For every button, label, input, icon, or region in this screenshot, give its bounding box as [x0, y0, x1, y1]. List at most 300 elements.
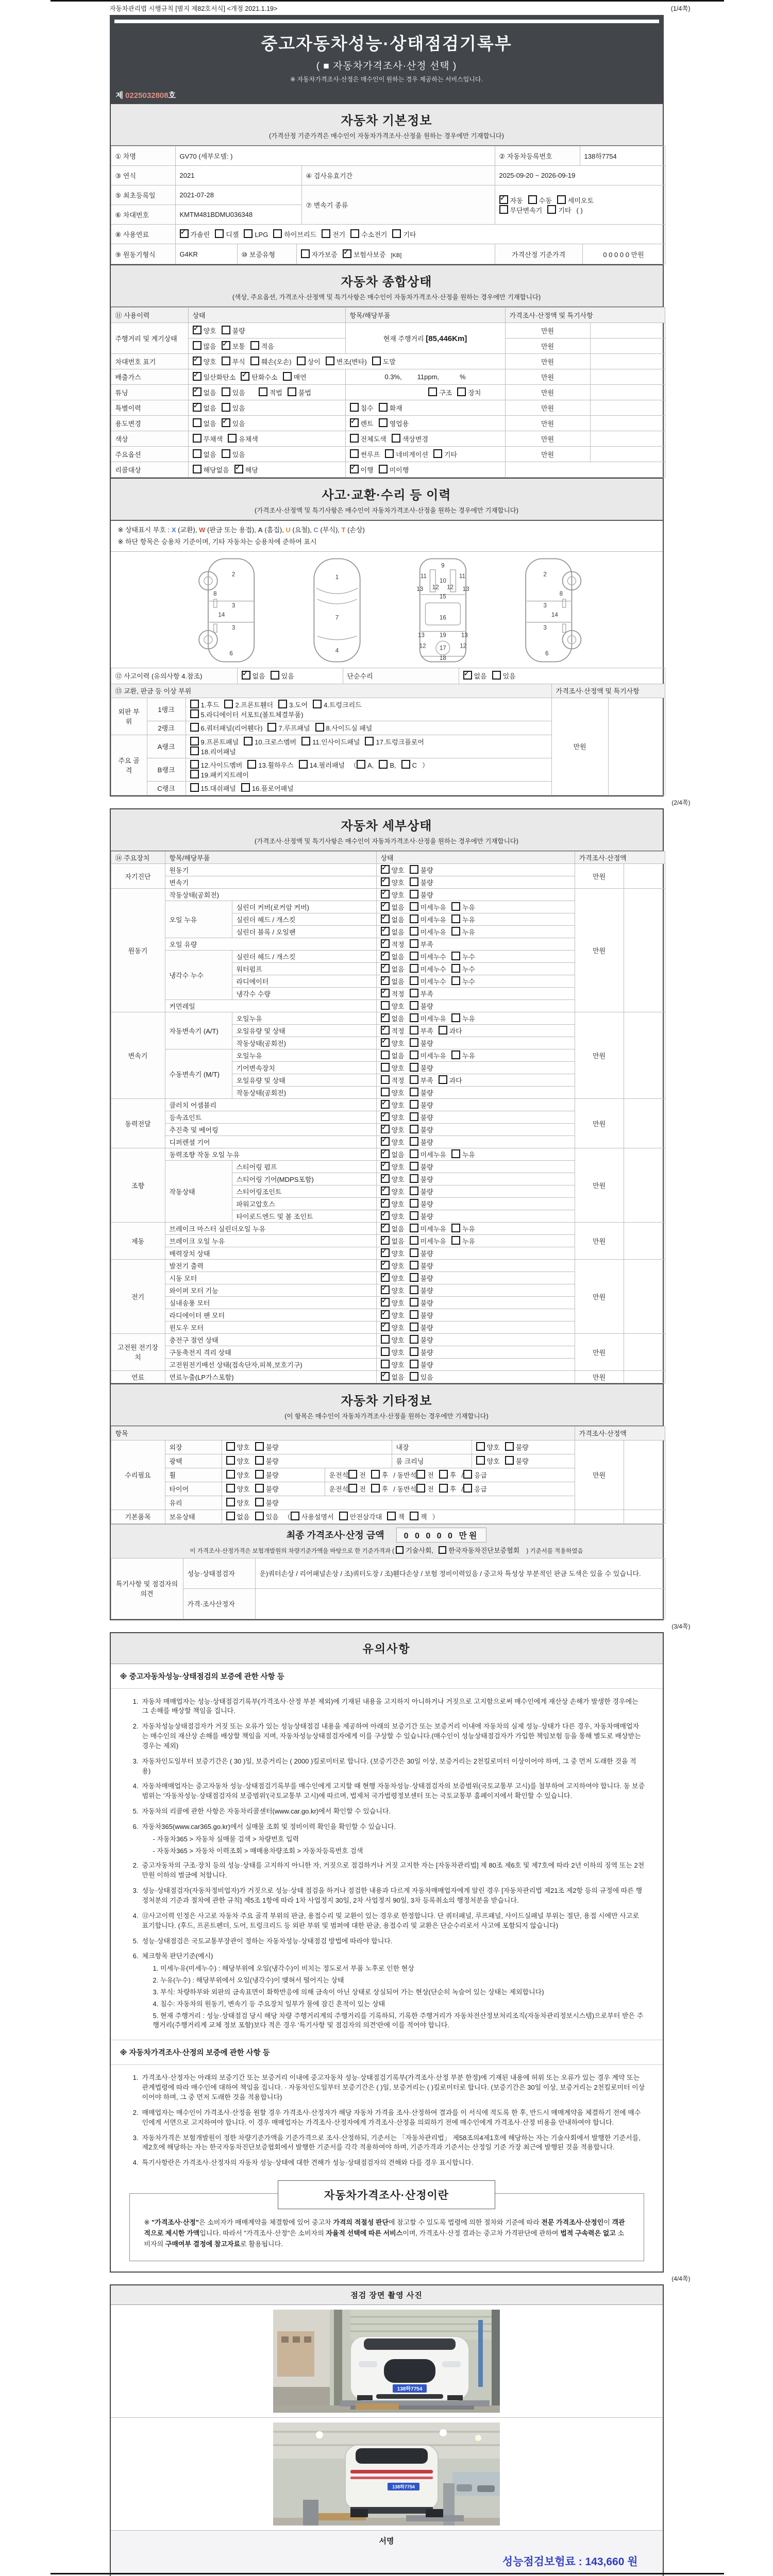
checkbox-box[interactable] [381, 1026, 390, 1035]
notices-sec3-body [111, 2065, 663, 2178]
checkbox-box[interactable] [193, 387, 201, 396]
checkbox-box[interactable] [381, 1001, 390, 1010]
checkbox-box[interactable] [410, 914, 418, 923]
checkbox-option [190, 700, 220, 709]
checkbox-box[interactable] [410, 1347, 418, 1356]
checkbox-box[interactable] [396, 1546, 404, 1554]
diagram-part-number: 6 [545, 650, 549, 657]
checkbox-box[interactable] [247, 760, 256, 769]
checkbox-box[interactable] [381, 1323, 390, 1331]
checkbox-box[interactable] [193, 418, 201, 427]
checkbox-box[interactable] [410, 1199, 418, 1208]
checkbox-box[interactable] [381, 1335, 390, 1344]
notice-text: 자동차365(www.car365.go.kr)에서 실매물 조회 및 정비이력 확인을 확인할 수 있습니다. [142, 1822, 396, 1831]
checkbox-box[interactable] [381, 927, 390, 936]
checkbox-box[interactable] [410, 1298, 418, 1307]
checkbox-box[interactable] [381, 1075, 390, 1084]
checkbox-label: 미세누유 [420, 1225, 446, 1233]
checkbox-box[interactable] [451, 914, 460, 923]
checkbox-box[interactable] [222, 418, 230, 427]
checkbox-box[interactable] [315, 723, 324, 732]
checkbox-box[interactable] [410, 890, 418, 899]
checkbox-box[interactable] [379, 418, 388, 427]
checkbox-box[interactable] [381, 865, 390, 874]
checkbox-box[interactable] [350, 229, 359, 238]
checkbox-option [410, 865, 433, 875]
doc-number-suffix: 호 [168, 91, 176, 100]
checkbox-box[interactable] [410, 1273, 418, 1282]
checkbox-label: 잭 [398, 1513, 405, 1521]
checkbox-box[interactable] [371, 1470, 380, 1479]
checkbox-box[interactable] [381, 1298, 390, 1307]
checkbox-box[interactable] [350, 434, 359, 443]
checkbox-box[interactable] [278, 700, 287, 708]
section-basic-info [110, 103, 664, 265]
checkbox-label: 14.필러패널 [309, 761, 345, 769]
checkbox-box[interactable] [326, 357, 334, 365]
checkbox-box[interactable] [457, 387, 466, 396]
checkbox-box[interactable] [379, 465, 388, 473]
checkbox-box[interactable] [410, 1372, 418, 1381]
checkbox-box[interactable] [428, 387, 437, 396]
checkbox-box[interactable] [222, 449, 230, 458]
checkbox-label: 양호 [391, 1324, 405, 1332]
checkbox-box[interactable] [528, 195, 537, 204]
checkbox-box[interactable] [190, 700, 199, 708]
row-label: 특별이력 [111, 400, 188, 416]
checkbox-box[interactable] [410, 1063, 418, 1072]
row-label: A랭크 [147, 735, 186, 758]
checkbox-label: 없음 [391, 928, 405, 936]
table-cell [345, 462, 505, 478]
checkbox-box[interactable] [381, 1199, 390, 1208]
checkbox-option [291, 1512, 334, 1521]
checkbox-box[interactable] [547, 205, 556, 214]
table-cell [608, 698, 665, 795]
checkbox-box[interactable] [410, 1310, 418, 1319]
checkbox-box[interactable] [381, 976, 390, 985]
detail-status-table [111, 851, 665, 1383]
notice-subitem: 3. 부식: 차량하부와 외판의 금속표면이 화학반응에 의해 금속이 아닌 상태로 상실되어 가는 현상(단순히 녹슬어 있는 상태는 제외합니다) [153, 1988, 544, 1996]
checkbox-box[interactable] [379, 760, 388, 769]
checkbox-label: 양호 [237, 1471, 250, 1479]
text: % [460, 373, 466, 381]
checkbox-label: 불량 [420, 1138, 433, 1146]
checkbox-box[interactable] [339, 1512, 348, 1520]
checkbox-box[interactable] [241, 372, 249, 381]
checkbox-box[interactable] [410, 1236, 418, 1245]
checkbox-box[interactable] [557, 195, 566, 204]
checkbox-box[interactable] [410, 1174, 418, 1183]
checkbox-box[interactable] [410, 964, 418, 973]
checkbox-box[interactable] [381, 1310, 390, 1319]
checkbox-box[interactable] [410, 1248, 418, 1257]
checkbox-box[interactable] [381, 964, 390, 973]
checkbox-box[interactable] [250, 357, 259, 365]
checkbox-box[interactable] [381, 1211, 390, 1220]
checkbox-box[interactable] [401, 760, 410, 769]
checkbox-option [410, 1372, 433, 1382]
checkbox-box[interactable] [416, 1484, 425, 1493]
checkbox-box[interactable] [381, 1112, 390, 1121]
checkbox-label: 5.라디에이터 서포트(볼트체결부품) [200, 710, 304, 719]
checkbox-box[interactable] [381, 1125, 390, 1133]
checkbox-box[interactable] [463, 1484, 472, 1493]
checkbox-box[interactable] [190, 770, 199, 778]
checkbox-box[interactable] [381, 1236, 390, 1245]
checkbox-box[interactable] [451, 1224, 460, 1232]
form-reference-note [109, 0, 691, 15]
checkbox-box[interactable] [381, 1149, 390, 1158]
checkbox-box[interactable] [381, 989, 390, 997]
checkbox-box[interactable] [215, 229, 224, 238]
checkbox-box[interactable] [244, 737, 253, 745]
checkbox-label: 불량 [265, 1458, 279, 1465]
checkbox-box[interactable] [381, 939, 390, 948]
checkbox-box[interactable] [350, 449, 359, 458]
checkbox-box[interactable] [273, 229, 282, 238]
checkbox-box[interactable] [410, 1261, 418, 1269]
checkbox-label: 불량 [420, 1089, 433, 1097]
table-cell [376, 1049, 575, 1061]
checkbox-box[interactable] [410, 1112, 418, 1121]
notice-item [128, 1822, 645, 1832]
checkbox-box[interactable] [255, 1512, 264, 1520]
checkbox-box[interactable] [381, 890, 390, 899]
checkbox-box[interactable] [410, 877, 418, 886]
checkbox-box[interactable] [381, 1038, 390, 1047]
checkbox-box[interactable] [244, 229, 253, 238]
checkbox-box[interactable] [439, 1026, 447, 1035]
checkbox-box[interactable] [322, 229, 330, 238]
checkbox-option [410, 1100, 433, 1110]
checkbox-box[interactable] [451, 1050, 460, 1059]
checkbox-box[interactable] [357, 760, 365, 769]
checkbox-box[interactable] [226, 1484, 235, 1493]
checkbox-label: 없음 [203, 389, 216, 397]
checkbox-box[interactable] [381, 1347, 390, 1356]
checkbox-box[interactable] [381, 1162, 390, 1171]
checkbox-box[interactable] [299, 760, 308, 769]
checkbox-box[interactable] [381, 1137, 390, 1146]
checkbox-box[interactable] [226, 1442, 235, 1451]
checkbox-box[interactable] [410, 1125, 418, 1133]
checkbox-box[interactable] [385, 449, 394, 458]
checkbox-box[interactable] [301, 249, 310, 258]
checkbox-box[interactable] [226, 1456, 235, 1465]
checkbox-box[interactable] [439, 1484, 448, 1493]
notice-item [128, 1782, 645, 1801]
checkbox-box[interactable] [505, 1456, 514, 1465]
price-term-text [144, 2217, 629, 2249]
checkbox-box[interactable] [410, 1149, 418, 1158]
table-cell: 브레이크 오일 누유 [165, 1234, 376, 1247]
checkbox-box[interactable] [255, 1484, 264, 1493]
checkbox-box[interactable] [193, 341, 201, 350]
checkbox-box[interactable] [416, 1470, 425, 1479]
checkbox-option [451, 1050, 475, 1060]
checkbox-box[interactable] [439, 1546, 446, 1554]
checkbox-box[interactable] [193, 465, 201, 473]
checkbox-label: 양호 [391, 1002, 405, 1010]
checkbox-box[interactable] [381, 1273, 390, 1282]
checkbox-box[interactable] [228, 434, 237, 443]
legend-note: ※ 하단 항목은 승용차 기준이며, 기타 자동차는 승용차에 준하여 표시 [117, 537, 317, 546]
price-cell: 만원 [505, 385, 590, 400]
checkbox-box[interactable] [410, 927, 418, 936]
checkbox-box[interactable] [451, 1149, 460, 1158]
checkbox-box[interactable] [381, 1285, 390, 1294]
checkbox-box[interactable] [451, 1236, 460, 1245]
checkbox-box[interactable] [381, 1224, 390, 1232]
checkbox-box[interactable] [476, 1456, 485, 1465]
checkbox-box[interactable] [381, 877, 390, 886]
checkbox-label: 보험사보증 [353, 250, 386, 259]
bold-text: 전문 가격조사·산정인 [541, 2218, 604, 2227]
checkbox-box[interactable] [283, 372, 292, 381]
checkbox-box[interactable] [180, 229, 189, 238]
checkbox-box[interactable] [372, 357, 381, 365]
checkbox-box[interactable] [451, 964, 460, 973]
checkbox-box[interactable] [451, 902, 460, 911]
table-cell [376, 1173, 575, 1185]
checkbox-box[interactable] [193, 372, 201, 381]
checkbox-box[interactable] [439, 1075, 447, 1084]
checkbox-label: 양호 [391, 1274, 405, 1282]
table-cell [188, 354, 505, 369]
checkbox-box[interactable] [392, 434, 400, 443]
row-label: ② 자동차등록번호 [495, 146, 580, 166]
table-cell: 실린더 헤드 / 개스킷 [232, 913, 376, 925]
checkbox-box[interactable] [226, 1470, 235, 1479]
checkbox-box[interactable] [381, 1187, 390, 1195]
checkbox-box[interactable] [271, 671, 279, 680]
checkbox-label: 미세누유 [420, 1052, 446, 1060]
checkbox-box[interactable] [224, 700, 233, 708]
checkbox-box[interactable] [410, 1137, 418, 1146]
checkbox-option [499, 205, 543, 215]
checkbox-box[interactable] [499, 195, 508, 204]
checkbox-box[interactable] [410, 1335, 418, 1344]
price-cell: 만원 [575, 1098, 624, 1148]
checkbox-label: 불량 [420, 1274, 433, 1282]
notice-text: 자동차의 리콜에 관한 사항은 자동차리콜센터(www.car.go.kr)에서 확인할 수 있습니다. [142, 1807, 391, 1816]
checkbox-label: 적정 [391, 990, 405, 998]
checkbox-box[interactable] [343, 249, 351, 258]
checkbox-box[interactable] [410, 1512, 418, 1520]
checkbox-box[interactable] [348, 1484, 357, 1493]
checkbox-box[interactable] [226, 1512, 235, 1520]
checkbox-box[interactable] [410, 939, 418, 948]
checkbox-box[interactable] [348, 1470, 357, 1479]
checkbox-box[interactable] [410, 1187, 418, 1195]
checkbox-box[interactable] [463, 1470, 472, 1479]
checkbox-box[interactable] [222, 387, 230, 396]
checkbox-box[interactable] [350, 403, 359, 412]
notice-number: 1. [132, 1697, 139, 1705]
row-label: 제동 [111, 1222, 165, 1259]
basic-info-subtitle: (가격산정 기준가격은 매수인이 자동차가격조사·산정을 원하는 경우에만 기재합니다) [269, 132, 504, 140]
checkbox-box[interactable] [410, 1360, 418, 1368]
checkbox-label: 양호 [486, 1458, 500, 1465]
row-label: ⑫ 사고이력 (유의사항 4.참조) [111, 668, 237, 684]
checkbox-box[interactable] [381, 1063, 390, 1072]
bold-text: 가격의 적절성 판단 [333, 2218, 389, 2227]
checkbox-box[interactable] [193, 449, 201, 458]
checkbox-box[interactable] [387, 1512, 396, 1520]
checkbox-box[interactable] [381, 1100, 390, 1109]
checkbox-box[interactable] [410, 865, 418, 874]
checkbox-box[interactable] [463, 671, 472, 680]
checkbox-box[interactable] [255, 1470, 264, 1479]
checkbox-box[interactable] [267, 723, 276, 732]
car-diagram-svg [139, 555, 634, 666]
checkbox-label: 미이행 [389, 466, 409, 474]
checkbox-box[interactable] [255, 1498, 264, 1506]
checkbox-box[interactable] [410, 952, 418, 960]
checkbox-box[interactable] [410, 1285, 418, 1294]
checkbox-label: 부식 [232, 358, 245, 366]
checkbox-box[interactable] [250, 341, 259, 350]
checkbox-option [410, 1001, 433, 1011]
checkbox-option [410, 1038, 433, 1048]
checkbox-box[interactable] [433, 449, 442, 458]
checkbox-box[interactable] [350, 418, 359, 427]
checkbox-box[interactable] [190, 737, 199, 745]
checkbox-box[interactable] [410, 1162, 418, 1171]
checkbox-box[interactable] [410, 1088, 418, 1096]
checkbox-box[interactable] [379, 403, 388, 412]
checkbox-box[interactable] [255, 1442, 264, 1451]
checkbox-box[interactable] [410, 1038, 418, 1047]
checkbox-box[interactable] [499, 205, 508, 214]
checkbox-box[interactable] [226, 1498, 235, 1506]
checkbox-box[interactable] [410, 1100, 418, 1109]
checkbox-box[interactable] [410, 1001, 418, 1010]
checkbox-label: 양호 [391, 1212, 405, 1221]
checkbox-box[interactable] [505, 1442, 514, 1451]
checkbox-box[interactable] [392, 229, 401, 238]
checkbox-box[interactable] [297, 357, 306, 365]
checkbox-option [381, 1224, 405, 1233]
checkbox-option [379, 418, 409, 428]
checkbox-box[interactable] [381, 902, 390, 911]
checkbox-option [410, 976, 446, 986]
checkbox-box[interactable] [259, 387, 267, 396]
checkbox-box[interactable] [410, 1224, 418, 1232]
checkbox-box[interactable] [410, 1026, 418, 1035]
checkbox-box[interactable] [381, 1248, 390, 1257]
checkbox-box[interactable] [381, 1174, 390, 1183]
checkbox-box[interactable] [476, 1442, 485, 1451]
checkbox-box[interactable] [193, 434, 201, 443]
checkbox-option [222, 357, 245, 366]
checkbox-box[interactable] [410, 1211, 418, 1220]
checkbox-box[interactable] [381, 1372, 390, 1381]
checkbox-box[interactable] [410, 1323, 418, 1331]
checkbox-box[interactable] [193, 357, 201, 365]
checkbox-box[interactable] [190, 760, 199, 769]
checkbox-box[interactable] [381, 1360, 390, 1368]
checkbox-box[interactable] [190, 723, 199, 732]
checkbox-label: 미세누유 [420, 1014, 446, 1023]
checkbox-box[interactable] [365, 737, 374, 745]
checkbox-box[interactable] [222, 357, 230, 365]
notice-number: 2. [132, 2108, 139, 2116]
checkbox-box[interactable] [439, 1470, 448, 1479]
checkbox-box[interactable] [492, 671, 501, 680]
checkbox-box[interactable] [381, 914, 390, 923]
checkbox-box[interactable] [301, 737, 310, 745]
checkbox-label: 미세누수 [420, 977, 446, 986]
checkbox-box[interactable] [381, 1013, 390, 1022]
checkbox-box[interactable] [381, 1261, 390, 1269]
checkbox-box[interactable] [193, 326, 201, 334]
checkbox-option [381, 1187, 405, 1196]
table-cell: 디퍼렌셜 기어 [165, 1136, 376, 1148]
checkbox-label: 기타 [444, 451, 458, 459]
checkbox-box[interactable] [451, 927, 460, 936]
checkbox-box[interactable] [350, 465, 359, 473]
checkbox-box[interactable] [381, 952, 390, 960]
checkbox-box[interactable] [381, 1050, 390, 1059]
checkbox-box[interactable] [371, 1484, 380, 1493]
checkbox-box[interactable] [410, 976, 418, 985]
checkbox-box[interactable] [242, 671, 250, 680]
text: 0.3%, [384, 373, 402, 381]
checkbox-box[interactable] [222, 403, 230, 412]
checkbox-box[interactable] [241, 783, 250, 792]
bold-text: 법적 구속력은 없고 [560, 2229, 616, 2237]
checkbox-box[interactable] [234, 465, 243, 473]
checkbox-option [315, 723, 373, 733]
notice-number: 3. [132, 2133, 139, 2142]
checkbox-option [410, 1013, 446, 1023]
table-cell [345, 447, 505, 462]
table-cell [188, 369, 345, 385]
checkbox-box[interactable] [190, 783, 199, 792]
checkbox-box[interactable] [193, 403, 201, 412]
table-cell: 작동상태(공회전) [165, 888, 376, 901]
row-label: 휠 [165, 1468, 222, 1482]
checkbox-box[interactable] [451, 976, 460, 985]
checkbox-box[interactable] [410, 1075, 418, 1084]
checkbox-box[interactable] [291, 1512, 299, 1520]
checkbox-box[interactable] [410, 989, 418, 997]
row-label: 자기진단 [111, 863, 165, 888]
table-cell: 실린더 블록 / 오일팬 [232, 925, 376, 938]
table-cell [624, 1098, 665, 1148]
checkbox-box[interactable] [451, 952, 460, 960]
checkbox-box[interactable] [190, 747, 199, 755]
row-label: 작동상태 [165, 1160, 232, 1222]
checkbox-box[interactable] [288, 387, 296, 396]
checkbox-box[interactable] [255, 1456, 264, 1465]
checkbox-box[interactable] [313, 700, 322, 708]
checkbox-box[interactable] [222, 341, 230, 350]
checkbox-box[interactable] [190, 709, 199, 718]
checkbox-box[interactable] [451, 1013, 460, 1022]
checkbox-box[interactable] [410, 902, 418, 911]
diagram-part-number: 9 [441, 562, 445, 569]
notice-item [128, 1886, 645, 1906]
checkbox-box[interactable] [222, 326, 230, 334]
checkbox-option [410, 1125, 433, 1134]
checkbox-box[interactable] [410, 1013, 418, 1022]
checkbox-box[interactable] [381, 1088, 390, 1096]
checkbox-box[interactable] [410, 1050, 418, 1059]
checkbox-option [410, 1075, 433, 1085]
